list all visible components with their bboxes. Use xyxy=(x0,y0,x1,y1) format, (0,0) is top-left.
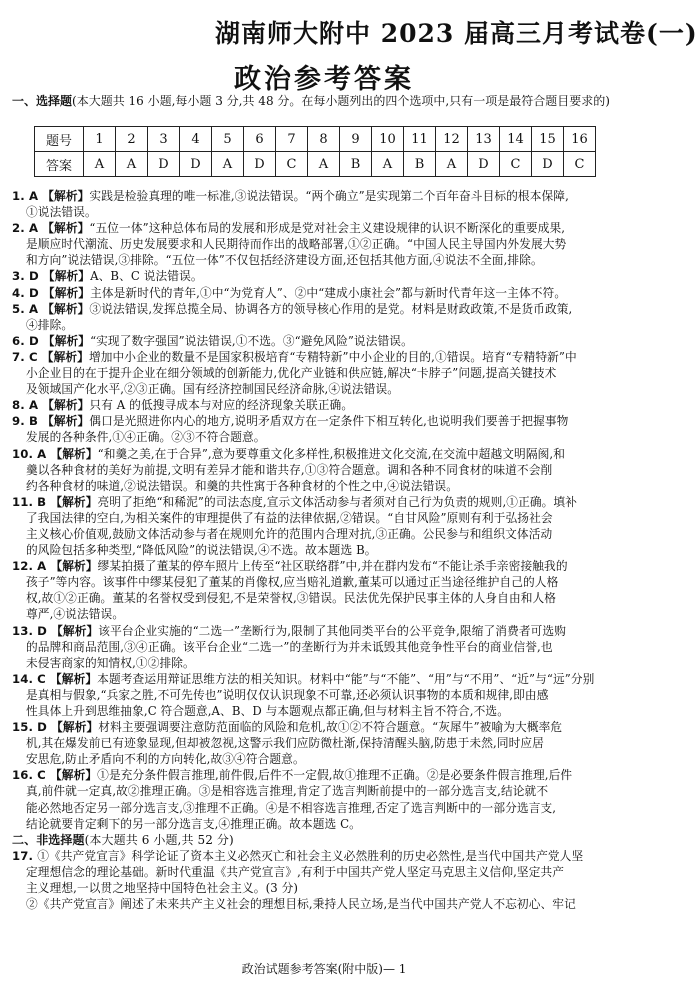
item-label: 2. A 【解析】 xyxy=(12,221,90,236)
explanation-item xyxy=(12,349,638,397)
item-label: 5. A 【解析】 xyxy=(12,301,90,316)
text-line xyxy=(12,365,638,381)
answer-cell: D xyxy=(244,152,276,177)
item-text: 亮明了拒绝“和稀泥”的司法态度,宣示文体活动参与者须对自己行为负责的规则,①正确。填补 xyxy=(97,494,578,509)
answer-cell: A xyxy=(308,152,340,177)
item-text: 增加中小企业的数量不是国家积极培育“专精特新”中小企业的目的,①错误。培育“专精特新”中 xyxy=(88,349,577,364)
answer-cell: A xyxy=(212,152,244,177)
text-line xyxy=(12,317,638,333)
item-label: 7. C 【解析】 xyxy=(12,349,89,364)
answer-cell: D xyxy=(468,152,500,177)
explanation-item xyxy=(12,446,638,494)
item-text: 及领域国产化水平,②③正确。国有经济控制国民经济命脉,④说法错误。 xyxy=(26,382,400,397)
explanation-item xyxy=(12,333,638,349)
item-text: 真,前件就一定真,故②推理正确。③是相容选言推理,肯定了选言判断前提中的一部分选言支,结论就不 xyxy=(26,784,549,799)
item-text: 定理想信念的理论基础。新时代重温《共产党宣言》,有利于中国共产党人坚定马克思主义信仰,坚定共产 xyxy=(26,864,565,879)
item-text: 孩子”等内容。该事件中缪某侵犯了董某的肖像权,应当赔礼道歉,董某可以通过正当途径维护自己的人格 xyxy=(26,575,559,590)
item-text: 偶口是光照进你内心的地方,说明矛盾双方在一定条件下相互转化,也说明我们要善于把握事物 xyxy=(89,414,569,429)
item-text: ④排除。 xyxy=(26,317,74,332)
text-line xyxy=(12,751,638,767)
answer-cell: D xyxy=(532,152,564,177)
item-text: 性具体上升到思维抽象,C 符合题意,A、B、D 与本题观点都正确,但与材料主旨不符合,不选。 xyxy=(26,704,509,718)
item-text: 只有 A 的低搜寻成本与对应的经济现象关联正确。 xyxy=(89,398,354,413)
answer-cell: C xyxy=(276,152,308,177)
text-line xyxy=(12,204,638,220)
question-number-cell: 1 xyxy=(84,127,116,152)
item-text: ②《共产党宣言》阐述了未来共产主义社会的理想目标,秉持人民立场,是当代中国共产党人不忘初心、牢记 xyxy=(26,897,576,912)
document-subtitle: 政治参考答案 xyxy=(234,64,414,95)
explanations xyxy=(12,188,638,912)
item-text: 主义理想,一以贯之地坚持中国特色社会主义。(3 分) xyxy=(26,881,299,896)
text-line xyxy=(12,268,638,284)
answer-cell: A xyxy=(372,152,404,177)
question-number-cell: 10 xyxy=(372,127,404,152)
answer-cell: D xyxy=(148,152,180,177)
explanation-item xyxy=(12,285,638,301)
item-label: 11. B 【解析】 xyxy=(12,494,98,509)
row-label-number: 题号 xyxy=(35,127,84,152)
text-line xyxy=(12,301,638,317)
text-line xyxy=(12,864,638,880)
answer-table-answer-row xyxy=(35,152,596,177)
text-line xyxy=(12,526,638,542)
text-line xyxy=(12,429,638,445)
answer-cell: B xyxy=(340,152,372,177)
answer-cell: C xyxy=(564,152,596,177)
item-label: 15. D 【解析】 xyxy=(12,720,99,735)
item-text: ①《共产党宣言》科学论证了资本主义必然灭亡和社会主义必然胜利的历史必然性,是当代中国共产党人坚 xyxy=(37,848,584,863)
item-text: 发展的各种条件,①④正确。②③不符合题意。 xyxy=(26,430,266,445)
text-line xyxy=(12,574,638,590)
item-text: ①说法错误。 xyxy=(26,205,97,220)
text-line xyxy=(12,783,638,799)
section2-heading: 二、非选择题 xyxy=(12,832,85,847)
question-number-cell: 13 xyxy=(468,127,500,152)
text-line xyxy=(12,558,638,574)
explanation-item xyxy=(12,301,638,333)
item-label: 10. A 【解析】 xyxy=(12,446,98,461)
text-line xyxy=(12,188,638,204)
item-label: 8. A 【解析】 xyxy=(12,398,90,413)
item-text: 材料主要强调要注意防范面临的风险和危机,故①②不符合题意。“灰犀牛”被喻为大概率危 xyxy=(98,720,563,735)
item-text: ③说法错误,发挥总揽全局、协调各方的领导核心作用的是党。材料是财政政策,不是货币政策, xyxy=(89,301,573,316)
question-number-cell: 4 xyxy=(180,127,212,152)
text-line xyxy=(12,623,638,639)
text-line xyxy=(12,816,638,832)
text-line xyxy=(12,510,638,526)
text-line xyxy=(12,767,638,783)
item-text: ①是充分条件假言推理,前件假,后件不一定假,故①推理不正确。②是必要条件假言推理,后件 xyxy=(97,768,573,783)
question-17-answer xyxy=(12,848,638,912)
item-text: 的品牌和商品范围,③④正确。该平台企业“二选一”的垄断行为并未诋毁其他竞争性平台的商业信誉,也 xyxy=(26,639,553,654)
explanation-item xyxy=(12,671,638,719)
row-label-answer: 答案 xyxy=(35,152,84,177)
item-text: “和羹之美,在于合异”,意为要尊重文化多样性,积极推进文化交流,在交流中超越文明隔阂,和 xyxy=(97,446,566,461)
text-line xyxy=(12,413,638,429)
document-title: 湖南师大附中 2023 届高三月考试卷(一) xyxy=(215,19,698,48)
item-text: 尊严,④说法错误。 xyxy=(26,607,125,622)
item-text: 的风险包括多种类型,“降低风险”的说法错误,④不选。故本题选 B。 xyxy=(26,543,377,558)
item-text: “五位一体”这种总体布局的发展和形成是党对社会主义建设规律的认识不断深化的重要成果, xyxy=(89,221,566,236)
explanation-item xyxy=(12,413,638,445)
section1-desc: (本大题共 16 小题,每小题 3 分,共 48 分。在每小题列出的四个选项中,只有一项是最符合题目要求的) xyxy=(72,94,610,108)
item-text: 和方向”说法错误,③排除。“五位一体”不仅包括经济建设方面,还包括其他方面,④说法不全面,排除。 xyxy=(26,253,543,268)
item-text: 实践是检验真理的唯一标准,③说法错误。“两个确立”是实现第二个百年奋斗目标的根本保障, xyxy=(89,189,569,203)
question-number-cell: 12 xyxy=(436,127,468,152)
item-text: 能必然地否定另一部分选言支,③推理不正确。④是不相容选言推理,否定了选言判断中的一部分选言支, xyxy=(26,800,557,815)
page-footer: 政治试题参考答案(附中版)— 1 xyxy=(241,962,407,976)
answer-table-number-row xyxy=(35,127,596,152)
item-text: 权,故①②正确。董某的名誉权受到侵犯,不是荣誉权,③错误。民法优先保护民事主体的人身自由和人格 xyxy=(26,591,557,606)
answer-cell: C xyxy=(500,152,532,177)
item-label: 3. D 【解析】 xyxy=(12,269,91,284)
question-number-cell: 3 xyxy=(148,127,180,152)
item-text: 机,其在爆发前已有迹象显现,但却被忽视,这警示我们应防微杜渐,保持清醒头脑,防患于未然,同时应居 xyxy=(26,736,544,751)
answer-cell: A xyxy=(84,152,116,177)
item-label: 1. A 【解析】 xyxy=(12,189,90,203)
item-label: 12. A 【解析】 xyxy=(12,559,98,574)
text-line xyxy=(12,381,638,397)
item-label: 17. xyxy=(12,848,38,863)
explanation-item xyxy=(12,558,638,622)
question-number-cell: 9 xyxy=(340,127,372,152)
item-text: 安思危,防止矛盾向不利的方向转化,故③④符合题意。 xyxy=(26,752,305,767)
text-line xyxy=(12,800,638,816)
item-label: 14. C 【解析】 xyxy=(12,671,98,686)
item-text: 羹以各种食材的美好为前提,文明有差异才能和谐共存,①③符合题意。调和各种不同食材的味道不会削 xyxy=(26,462,553,477)
text-line xyxy=(12,848,638,864)
text-line xyxy=(12,703,638,719)
text-line xyxy=(12,252,638,268)
text-line xyxy=(12,655,638,671)
item-text: 本题考查运用辩证思维方法的相关知识。材料中“能”与“不能”、“用”与“不用”、“近”与“远”分别 xyxy=(97,671,595,686)
question-number-cell: 2 xyxy=(116,127,148,152)
answer-cell: A xyxy=(116,152,148,177)
item-text: 约各种食材的味道,②说法错误。和羹的共性寓于各种食材的个性之中,④说法错误。 xyxy=(26,478,458,493)
section2-intro xyxy=(12,832,638,848)
text-line xyxy=(12,896,638,912)
question-number-cell: 15 xyxy=(532,127,564,152)
item-label: 13. D 【解析】 xyxy=(12,623,99,638)
text-line xyxy=(12,236,638,252)
text-line xyxy=(12,397,638,413)
text-line xyxy=(12,590,638,606)
question-number-cell: 11 xyxy=(404,127,436,152)
text-line xyxy=(12,478,638,494)
text-line xyxy=(12,446,638,462)
text-line xyxy=(12,220,638,236)
text-line xyxy=(12,880,638,896)
item-text: 该平台企业实施的“二选一”垄断行为,限制了其他同类平台的公平竞争,限缩了消费者可选购 xyxy=(98,623,567,638)
explanation-item xyxy=(12,268,638,284)
answer-cell: D xyxy=(180,152,212,177)
item-text: 是顺应时代潮流、历史发展要求和人民期待而作出的战略部署,①②正确。“中国人民主导国内外发展大势 xyxy=(26,237,567,252)
text-line xyxy=(12,719,638,735)
answer-cell: B xyxy=(404,152,436,177)
item-label: 16. C 【解析】 xyxy=(12,768,98,783)
text-line xyxy=(12,462,638,478)
text-line xyxy=(12,542,638,558)
text-line xyxy=(12,606,638,622)
text-line xyxy=(12,639,638,655)
item-text: 主义核心价值观,鼓励文体活动参与者在规则允许的范围内合理对抗,③正确。公民参与和组织文体活动 xyxy=(26,526,553,541)
question-number-cell: 5 xyxy=(212,127,244,152)
explanation-item xyxy=(12,767,638,831)
item-text: A、B、C 说法错误。 xyxy=(90,269,203,284)
item-label: 9. B 【解析】 xyxy=(12,414,90,429)
item-text: 了我国法律的空白,为相关案件的审理提供了有益的法律依据,②错误。“自甘风险”原则有利于弘扬社会 xyxy=(26,510,553,525)
item-text: “实现了数字强国”说法错误,①不选。③“避免风险”说法错误。 xyxy=(90,333,413,348)
section1-intro xyxy=(12,93,636,109)
item-text: 缪某拍摄了董某的停车照片上传至“社区联络群”中,并在群内发布“不能让杀手亲密接触我的 xyxy=(97,559,568,574)
item-text: 结论就要肯定剩下的另一部分选言支,④推理正确。故本题选 C。 xyxy=(26,816,361,831)
question-number-cell: 8 xyxy=(308,127,340,152)
section2-desc: (本大题共 6 小题,共 52 分) xyxy=(84,832,234,847)
section1-heading: 一、选择题 xyxy=(12,94,73,108)
explanation-item xyxy=(12,719,638,767)
explanation-item xyxy=(12,397,638,413)
explanation-item xyxy=(12,188,638,220)
explanation-item xyxy=(12,623,638,671)
question-number-cell: 7 xyxy=(276,127,308,152)
item-text: 主体是新时代的青年,①中“为党育人”、②中“建成小康社会”都与新时代青年这一主体不符。 xyxy=(90,285,567,300)
text-line xyxy=(12,671,638,687)
explanation-item xyxy=(12,494,638,558)
text-line xyxy=(12,494,638,510)
item-text: 小企业目的在于提升企业在细分领域的创新能力,优化产业链和供应链,解决“卡脖子”问题,提高关键技术 xyxy=(26,366,557,381)
item-label: 6. D 【解析】 xyxy=(12,333,91,348)
item-text: 未侵害商家的知情权,①②排除。 xyxy=(26,655,195,670)
text-line xyxy=(12,735,638,751)
answer-table xyxy=(34,126,596,177)
question-number-cell: 14 xyxy=(500,127,532,152)
question-number-cell: 16 xyxy=(564,127,596,152)
answer-cell: A xyxy=(436,152,468,177)
text-line xyxy=(12,687,638,703)
text-line xyxy=(12,333,638,349)
question-number-cell: 6 xyxy=(244,127,276,152)
item-text: 是真相与假象,“兵家之胜,不可先传也”说明仅仅认识现象不可靠,还必须认识事物的本质和规律,即由感 xyxy=(26,687,549,702)
explanation-item xyxy=(12,220,638,268)
item-label: 4. D 【解析】 xyxy=(12,285,91,300)
text-line xyxy=(12,349,638,365)
text-line xyxy=(12,285,638,301)
